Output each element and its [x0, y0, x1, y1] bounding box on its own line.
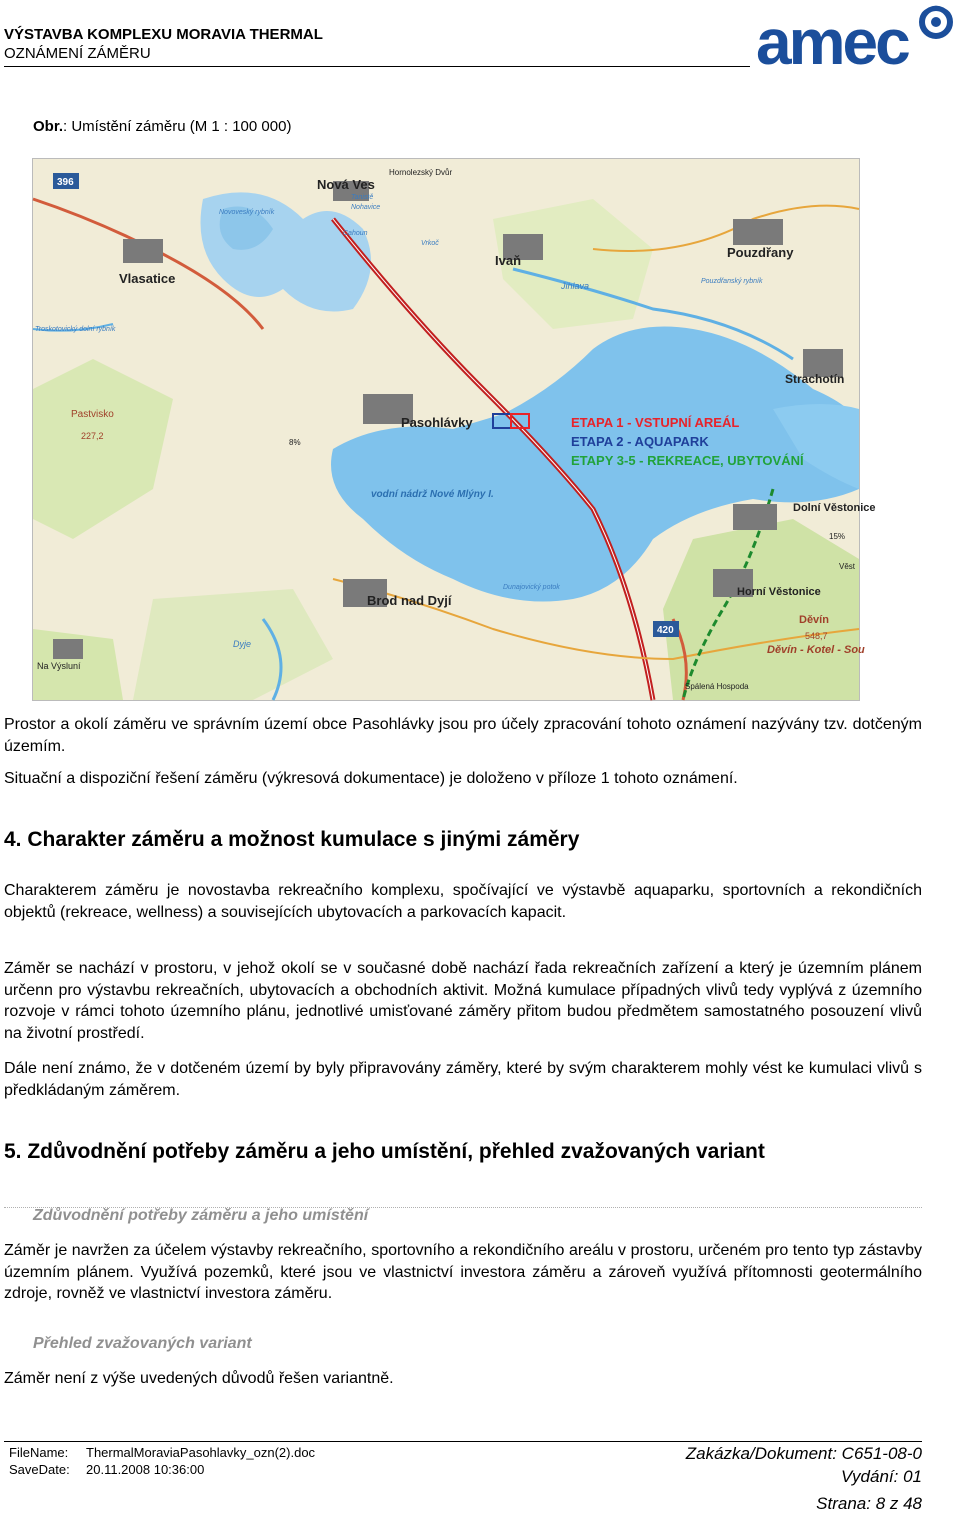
svg-text:Spálená Hospoda: Spálená Hospoda	[685, 682, 749, 691]
paragraph-dale: Dále není známo, že v dotčeném území by byly připravovány záměry, které by svým charakterem mohly vést ke kumulaci vlivů s předkládaným záměrem.	[4, 1060, 922, 1099]
svg-text:Brod nad Dyjí: Brod nad Dyjí	[367, 593, 452, 608]
svg-text:Hornolezský Dvůr: Hornolezský Dvůr	[389, 168, 453, 177]
svg-text:Věst: Věst	[839, 562, 856, 571]
svg-text:Horní Věstonice: Horní Věstonice	[737, 586, 821, 598]
header-subtitle: OZNÁMENÍ ZÁMĚRU	[4, 45, 151, 62]
footer-issue: Vydání: 01	[841, 1467, 922, 1486]
amec-logo	[752, 2, 958, 78]
footer-filename-label: FileName:	[9, 1445, 69, 1460]
svg-text:548,7: 548,7	[805, 631, 828, 641]
svg-text:Dolní Věstonice: Dolní Věstonice	[793, 502, 876, 514]
figure-caption: Obr.: Umístění záměru (M 1 : 100 000)	[33, 118, 292, 135]
location-map	[32, 158, 876, 701]
svg-text:15%: 15%	[829, 532, 846, 541]
svg-text:Strachotín: Strachotín	[785, 372, 845, 386]
paragraph-kumulace: Záměr se nachází v prostoru, v jehož okolí se v současné době nachází řada rekreačních zařízení a který je územním plánem určenn pro výstavbu rekreačních, ubytovacích a obchodních aktivit. Možná kumulace případných vlivů tedy vyplývá z územního rozvoje v rámci tohoto územního plánu, jednotlivé umisťované záměry přitom budou předmětem samostatného posouzení vlivů na životní prostředí.	[4, 960, 922, 1042]
paragraph-dotcene-uzemi: Prostor a okolí záměru ve správním území obce Pasohlávky jsou pro účely zpracování tohoto oznámení nazývány tzv. dotčeným územím.	[4, 716, 922, 755]
legend-etapa-3-5: ETAPY 3-5 - REKREACE, UBYTOVÁNÍ	[571, 453, 804, 468]
paragraph-situacni-reseni: Situační a dispoziční řešení záměru (výkresová dokumentace) je doloženo v příloze 1 tohoto oznámení.	[4, 770, 738, 787]
svg-text:Pastvisko: Pastvisko	[71, 409, 114, 420]
subsection-varianty-heading: Přehled zvažovaných variant	[33, 1335, 252, 1352]
svg-text:Tanistě: Tanistě	[351, 194, 374, 201]
subsection-zduvodneni-heading: Zdůvodnění potřeby záměru a jeho umístění	[33, 1207, 369, 1224]
svg-text:Vlasatice: Vlasatice	[119, 271, 176, 286]
svg-text:Na Výsluní: Na Výsluní	[37, 661, 81, 671]
svg-text:Nohavice: Nohavice	[351, 204, 381, 211]
section-5-heading: 5. Zdůvodnění potřeby záměru a jeho umístění, přehled zvažovaných variant	[4, 1140, 765, 1163]
svg-text:Ivaň: Ivaň	[495, 253, 522, 268]
svg-text:Dunajovický potok: Dunajovický potok	[503, 584, 560, 591]
svg-text:396: 396	[57, 177, 74, 188]
svg-text:Cahoun: Cahoun	[343, 230, 368, 237]
logo-text: amec	[756, 6, 908, 78]
footer-divider	[4, 1441, 922, 1442]
footer-contract: Zakázka/Dokument: C651-08-0	[685, 1444, 922, 1463]
paragraph-zduvodneni: Záměr je navržen za účelem výstavby rekreačního, sportovního a rekondičního areálu v prostoru, určeném pro tento typ zástavby územním plánem. Využívá pozemků, které jsou ve vlastnictví investora záměru a zároveň využívá přítomnosti geotermálního zdroje, rovněž ve vlastnictví investora záměru.	[4, 1242, 922, 1302]
section-4-heading: 4. Charakter záměru a možnost kumulace s jinými záměry	[4, 828, 580, 851]
footer-savedate-label: SaveDate:	[9, 1462, 70, 1477]
svg-text:Dyje: Dyje	[233, 639, 252, 649]
paragraph-charakter: Charakterem záměru je novostavba rekreačního komplexu, spočívající ve výstavbě aquaparku, sportovních a rekondičních objektů (rekreace, wellness) a souvisejících ubytovacích a parkovacích kapacit.	[4, 882, 922, 921]
amec-logo-icon	[920, 4, 952, 36]
svg-text:Děvín - Kotel - Sou: Děvín - Kotel - Sou	[767, 644, 865, 656]
footer-savedate: 20.11.2008 10:36:00	[86, 1462, 205, 1477]
legend-etapa-1: ETAPA 1 - VSTUPNÍ AREÁL	[571, 415, 740, 430]
footer-filename: ThermalMoraviaPasohlavky_ozn(2).doc	[86, 1445, 316, 1460]
svg-text:Troskotovický dolní rybník: Troskotovický dolní rybník	[35, 326, 116, 333]
svg-text:8%: 8%	[289, 438, 301, 447]
footer-page-number: Strana: 8 z 48	[816, 1494, 922, 1513]
svg-text:Vrkoč: Vrkoč	[421, 240, 439, 247]
legend-etapa-2: ETAPA 2 - AQUAPARK	[571, 434, 709, 449]
svg-text:Pouzdřanský rybník: Pouzdřanský rybník	[701, 278, 763, 285]
map-label: Nová Ves	[317, 177, 375, 192]
header-divider	[4, 66, 750, 67]
svg-text:Jihlava: Jihlava	[561, 281, 590, 291]
svg-text:vodní nádrž Nové Mlýny I.: vodní nádrž Nové Mlýny I.	[371, 489, 494, 500]
svg-text:420: 420	[657, 625, 674, 636]
paragraph-varianty: Záměr není z výše uvedených důvodů řešen variantně.	[4, 1370, 394, 1387]
svg-text:Novoveský rybník: Novoveský rybník	[219, 209, 275, 216]
svg-text:Děvín: Děvín	[799, 614, 829, 626]
svg-text:Pouzdřany: Pouzdřany	[727, 245, 794, 260]
svg-text:Pasohlávky: Pasohlávky	[401, 415, 473, 430]
header-title: VÝSTAVBA KOMPLEXU MORAVIA THERMAL	[4, 26, 323, 43]
svg-text:227,2: 227,2	[81, 431, 104, 441]
